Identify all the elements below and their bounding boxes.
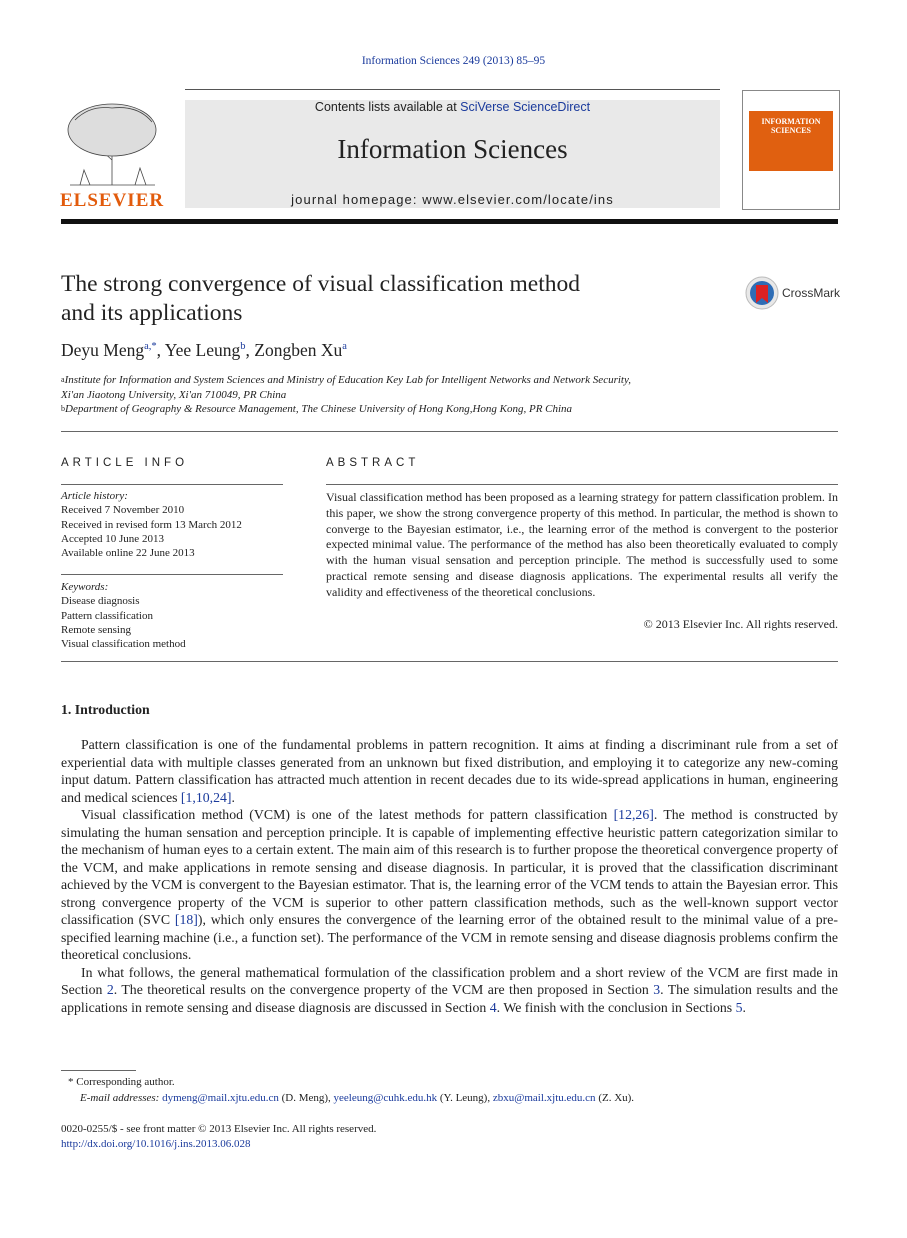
paragraph-text: In what follows, the general mathematical formulation of the classification problem and a short review of the VCM are first made in Section [61, 964, 838, 997]
section-link[interactable]: 5 [735, 999, 743, 1015]
paragraph-text: . We finish with the conclusion in Sections [496, 999, 733, 1015]
keywords [61, 580, 186, 651]
footnote-text: Corresponding author. [76, 1076, 175, 1088]
author-list [61, 340, 347, 361]
header-top-rule [185, 89, 720, 90]
crossmark-icon [745, 276, 779, 310]
homepage-url[interactable]: www.elsevier.com/locate/ins [422, 192, 614, 207]
doi-link[interactable] [61, 1137, 251, 1153]
history-item: Accepted 10 June 2013 [61, 532, 164, 545]
email-owner: (D. Meng), [281, 1092, 331, 1104]
email-addresses [80, 1091, 634, 1107]
abstract-rule [326, 484, 838, 485]
affiliation-text: Department of Geography & Resource Management, The Chinese University of Hong Kong,Hong Kong, PR China [65, 403, 573, 415]
paragraph-text: . The theoretical results on the convergence property of the VCM are then proposed in Section [113, 982, 649, 997]
abstract-copyright: © 2013 Elsevier Inc. All rights reserved. [643, 617, 838, 631]
sciencedirect-link[interactable]: SciVerse ScienceDirect [460, 100, 591, 114]
section-link[interactable]: 4 [489, 999, 497, 1015]
author-name[interactable]: Yee Leung [164, 340, 241, 360]
journal-cover-thumbnail[interactable] [742, 90, 840, 210]
doi-url[interactable]: http://dx.doi.org/10.1016/j.ins.2013.06.028 [61, 1138, 251, 1150]
email-label: E-mail addresses: [80, 1092, 160, 1104]
affiliation-mark: a [61, 375, 65, 384]
keyword-item: Disease diagnosis [61, 595, 140, 608]
paragraph-text: . [742, 999, 746, 1015]
affiliation-text: Institute for Information and System Sciences and Ministry of Education Key Lab for Intelligent Networks and Network Security, [64, 374, 631, 386]
email-link[interactable]: zbxu@mail.xjtu.edu.cn [492, 1092, 596, 1104]
keywords-label: Keywords: [61, 581, 109, 593]
paragraph: Pattern classification is one of the fundamental problems in pattern recognition. It aims at finding a discriminant rule from a set of experiential data with multiple classes generated from an unknown but fixed distribution, and employing it to categorize any new-coming input datum. Pattern classification has attracted much attention in recent decades due to its wide-spread applications in human, engineering and medical sciences [1,10,24]. [61, 737, 838, 805]
email-owner: (Z. Xu). [598, 1092, 635, 1104]
contents-prefix: Contents lists available at [314, 100, 461, 114]
title-line-2: and its applications [61, 300, 243, 326]
author-affiliation-mark[interactable]: a [342, 341, 347, 352]
header-thick-rule [61, 219, 838, 224]
article-info-heading: ARTICLE INFO [61, 457, 189, 469]
author-separator: , [156, 340, 165, 360]
journal-title: Information Sciences [337, 134, 568, 164]
author-name[interactable]: Zongben Xu [254, 340, 343, 360]
title-line-1: The strong convergence of visual classification method [61, 271, 581, 297]
abstract-heading: ABSTRACT [326, 457, 420, 469]
crossmark-label: CrossMark [782, 286, 841, 300]
affiliation-mark: b [61, 404, 65, 413]
affiliation-text: Xi'an Jiaotong University, Xi'an 710049, PR China [61, 388, 287, 401]
article-title [61, 270, 701, 328]
cover-title: INFORMATION SCIENCES [761, 117, 821, 135]
citation-link[interactable]: [18] [174, 912, 198, 927]
journal-homepage [185, 192, 720, 207]
email-owner: (Y. Leung), [439, 1092, 491, 1104]
article-info-rule [61, 484, 283, 485]
article-history [61, 489, 242, 560]
keyword-item: Visual classification method [61, 638, 186, 651]
author-name[interactable]: Deyu Meng [61, 340, 145, 360]
history-item: Available online 22 June 2013 [61, 547, 195, 560]
cover-orange-block [749, 111, 833, 171]
publisher-logo-text: ELSEVIER [60, 190, 165, 211]
citation-link[interactable]: [12,26] [613, 807, 654, 822]
paragraph [61, 806, 838, 964]
email-link[interactable]: dymeng@mail.xjtu.edu.cn [162, 1092, 279, 1104]
citation-link[interactable]: [1,10,24] [180, 789, 232, 805]
crossmark-badge[interactable] [745, 276, 855, 312]
affiliation-a [61, 373, 631, 402]
section-link[interactable]: 2 [106, 982, 114, 997]
keyword-item: Pattern classification [61, 609, 153, 622]
history-label: Article history: [61, 490, 128, 502]
paragraph-text: . The simulation results and the applications in remote sensing and disease diagnosis are discussed in Section [61, 982, 838, 1015]
keyword-item: Remote sensing [61, 623, 131, 636]
abstract-bottom-rule [61, 661, 838, 662]
history-item: Received 7 November 2010 [61, 504, 185, 517]
author-separator: , [245, 340, 255, 360]
email-link[interactable]: yeeleung@cuhk.edu.hk [333, 1092, 438, 1104]
section-rule [61, 431, 838, 432]
paragraph-text: ), which only ensures the convergence of the learning error of the obtained result to the minimal value of a pre-specified learning machine (i.e., a function set). The performance of the VCM in remote sensing and disease diagnosis problems confirm the theoretical conclusions. [61, 912, 838, 962]
author-affiliation-mark[interactable]: b [240, 341, 246, 352]
paragraph-text: . The method is constructed by simulating the human sensation and perception principle. It is capable of implementing effective heuristic pattern categorization similar to the mechanism of human eyes to a certain extent. The main aim of this research is to further propose the theoretical convergence property of the VCM, and make applications in remote sensing and disease diagnosis. In particular, it is proved that the classification discriminant achieved by the VCM is convergent to the Bayesian estimator. That is, the learning error of the VCM tends to attain the Bayesian error. This strong convergence property of the VCM is superior to other pattern classification methods, such as the well-known support vector classification (SVC [61, 807, 839, 927]
author-affiliation-mark[interactable]: a,* [144, 341, 157, 352]
affiliation-b [61, 402, 572, 417]
issn-line: 0020-0255/$ - see front matter © 2013 Elsevier Inc. All rights reserved. [61, 1123, 377, 1135]
corresponding-author-note: * Corresponding author. [68, 1076, 175, 1088]
contents-line [185, 100, 720, 114]
abstract-text: Visual classification method has been proposed as a learning strategy for pattern classification problem. In this paper, we show the strong convergence property of this method. In particular, the method is shown to converge to the Bayesian estimator, i.e., the learning error of the method is convergent to the posterior expected minimal value. The performance of the method has also been theoretically evaluated to comply with the human visual sensation and perception principle. The method is successfully used to some practical remote sensing and disease diagnosis applications. The experimental results all verify the validity and effectiveness of the theoretical conclusions. [326, 490, 838, 599]
introduction-body [61, 736, 838, 1016]
homepage-prefix: journal homepage: [291, 192, 423, 207]
keywords-rule [61, 574, 283, 575]
journal-reference[interactable]: Information Sciences 249 (2013) 85–95 [361, 55, 546, 67]
history-item: Received in revised form 13 March 2012 [61, 518, 242, 531]
section-heading-introduction: 1. Introduction [61, 702, 150, 717]
paragraph [61, 964, 838, 1017]
paragraph-text: Pattern classification is one of the fundamental problems in pattern recognition. It aims at finding a discriminant rule from a set of experiential data with multiple classes generated from an unknown but fixed distribution, and employing it to categorize any new-coming input datum. Pattern classification has attracted much attention in recent decades due to its wide-spread applications in human, engineering and medical sciences [61, 737, 838, 805]
paragraph-text: Visual classification method (VCM) is one of the latest methods for pattern classification [81, 807, 608, 822]
section-link[interactable]: 3 [653, 982, 661, 997]
footnote-rule [61, 1070, 136, 1071]
